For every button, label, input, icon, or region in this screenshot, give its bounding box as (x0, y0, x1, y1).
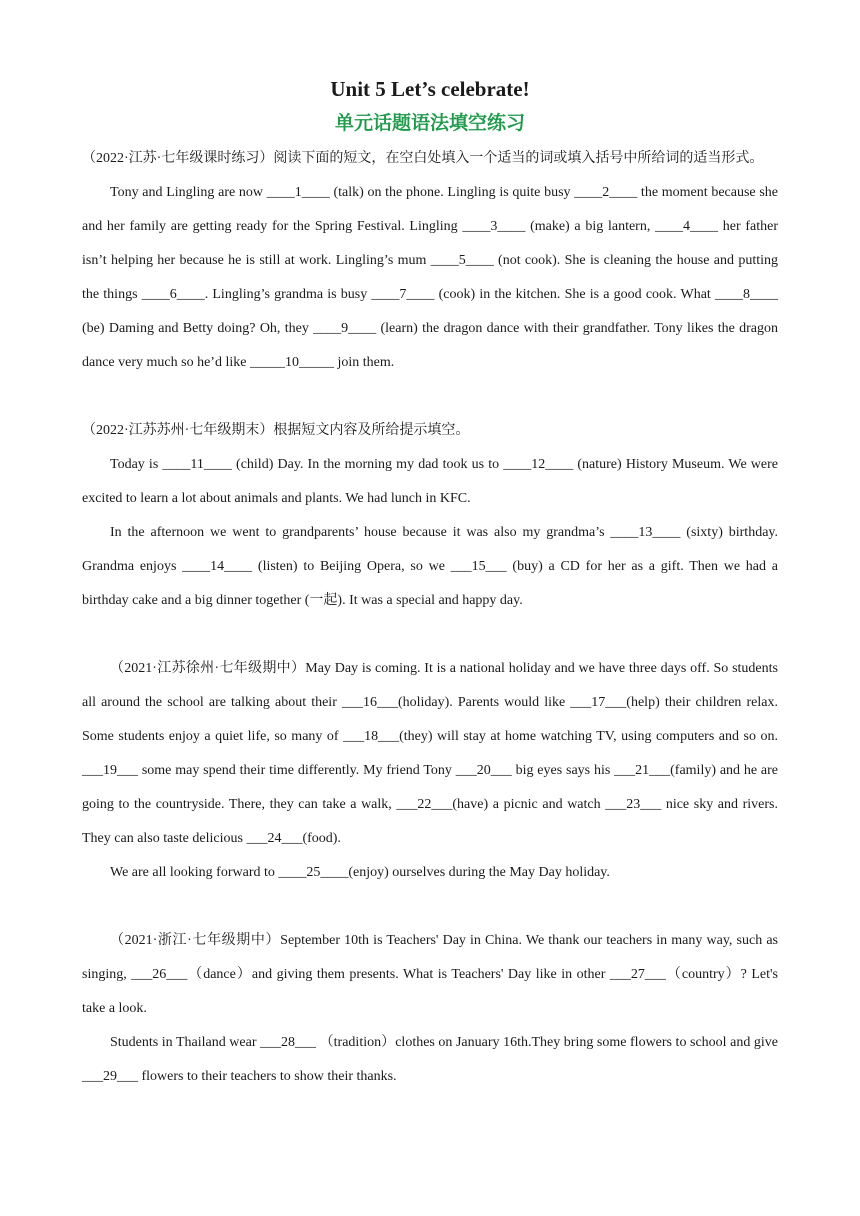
passage-paragraph: Students in Thailand wear ___28___ （tradition）clothes on January 16th.They bring some flowers to school and give ___29___ flowers to their teachers to show their thanks. (82, 1035, 778, 1084)
page-subtitle: 单元话题语法填空练习 (334, 112, 525, 134)
passage-paragraph: In the afternoon we went to grandparents’ house because it was also my grandma’s ____13____ (sixty) birthday. Grandma enjoys ____14____ (listen) to Beijing Opera, so we ___15___ (buy) a CD for her as a gift. Then we had a birthday cake and a big dinner together (一起). It was a special and happy day. (82, 525, 778, 608)
section-source: （2022·江苏苏州·七年级期末）根据短文内容及所给提示填空。 (82, 423, 470, 438)
passage-paragraph: Tony and Lingling are now ____1____ (talk) on the phone. Lingling is quite busy ____2____ the moment because she and her family are getting ready for the Spring Festival. Lingling ____3____ (make) a big lantern, ____4____ her father isn’t helping her because he is still at work. Lingling’s mum ____5____ (not cook). She is cleaning the house and putting the things ____6____. Lingling’s grandma is busy ____7____ (cook) in the kitchen. She is a good cook. What ____8____ (be) Daming and Betty doing? Oh, they ____9____ (learn) the dragon dance with their grandfather. Tony likes the dragon dance very much so he’d like _____10_____ join them. (82, 185, 778, 370)
exercise-section-1 (82, 142, 778, 380)
section-source: （2021·江苏徐州·七年级期中）May Day is coming. It is a national holiday and we have three days off. So students all around the school are talking about their ___16___(holiday). Parents would like ___17___(help) their children relax. Some students enjoy a quiet life, so many of ___18___(they) will stay at home watching TV, using computers and so on. ___19___ some may spend their time differently. My friend Tony ___20___ big eyes says his ___21___(family) and he are going to the countryside. There, they can take a walk, ___22___(have) a picnic and watch ___23___ nice sky and rivers. They can also taste delicious ___24___(food). (82, 661, 778, 846)
passage-paragraph: We are all looking forward to ____25____(enjoy) ourselves during the May Day holiday. (110, 865, 610, 880)
page-title: Unit 5 Let’s celebrate! (330, 77, 530, 101)
exercise-section-2 (82, 414, 778, 618)
section-source: （2022·江苏·七年级课时练习）阅读下面的短文，在空白处填入一个适当的词或填入括号中所给词的适当形式。 (82, 151, 764, 166)
passage-paragraph: Today is ____11____ (child) Day. In the morning my dad took us to ____12____ (nature) History Museum. We were excited to learn a lot about animals and plants. We had lunch in KFC. (82, 457, 778, 506)
section-source: （2021·浙江·七年级期中）September 10th is Teachers' Day in China. We thank our teachers in many way, such as singing, ___26___（dance）and giving them presents. What is Teachers' Day like in other ___27___（country）? Let's take a look. (82, 933, 778, 1016)
exercise-section-3 (82, 652, 778, 890)
document-page (82, 72, 778, 1094)
exercise-section-4 (82, 924, 778, 1094)
